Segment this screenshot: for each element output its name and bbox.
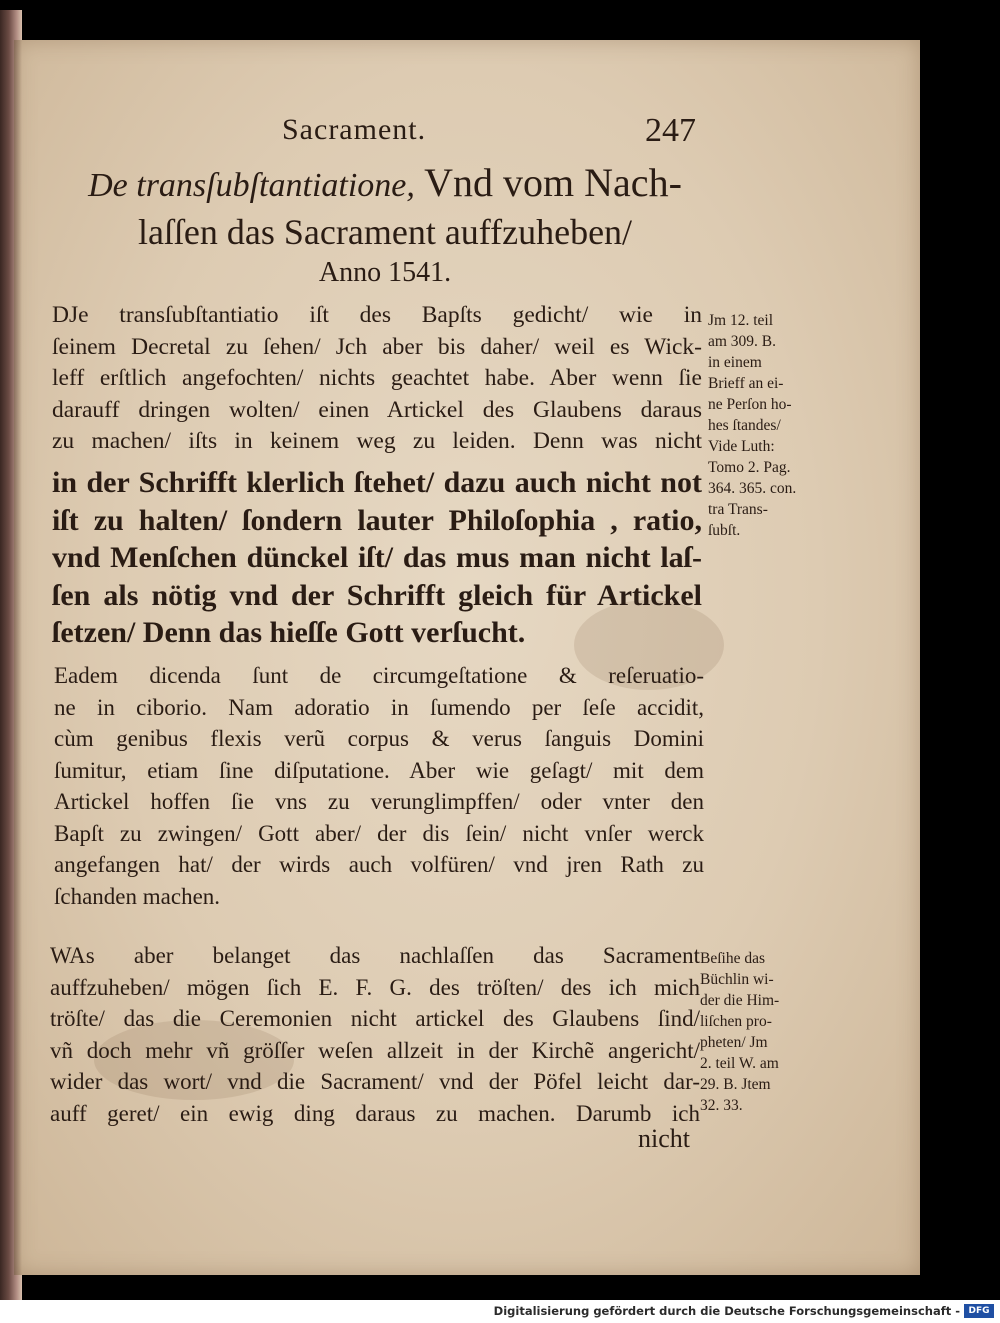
heading-line-2: laſſen das Sacrament auffzuheben/ [137, 212, 633, 252]
text-line: WAs aber belanget das nachlaſſen das Sacrament [50, 943, 700, 968]
margin-line: Vide Luth: [708, 438, 775, 455]
margin-line: am 309. B. [708, 333, 777, 350]
margin-line: ne Perſon ho- [708, 396, 792, 413]
text-line: vnd Menſchen dünckel iſt/ das mus man nicht laſ- [52, 541, 702, 574]
heading-latin: De transſubſtantiatione, [88, 167, 415, 204]
margin-line: in einem [708, 354, 762, 371]
text-line: angefangen hat/ der wirds auch volfüren/ vnd jren Rath zu [54, 852, 704, 877]
paragraph-1-last-line [52, 426, 702, 458]
margin-line: Tomo 2. Pag. [708, 459, 791, 476]
margin-line: tra Trans- [708, 501, 768, 518]
text-line: darauff dringen wolten/ einen Artickel des Glaubens daraus [52, 396, 702, 423]
text-line: DJe transſubſtantiatio iſt des Bapſts gedicht/ wie in [52, 302, 702, 328]
margin-line: der die Him- [700, 992, 780, 1009]
margin-line: 29. B. Jtem [700, 1076, 771, 1093]
page-gutter-shadow [14, 40, 22, 1275]
text-line: wider das wort/ vnd die Sacrament/ vnd der Pöfel leicht dar- [50, 1069, 700, 1094]
text-line: auffzuheben/ mögen ſich E. F. G. des tröſten/ des ich mich [50, 974, 700, 1000]
margin-line: 32. 33. [700, 1097, 743, 1114]
margin-line: 2. teil W. am [700, 1055, 779, 1072]
text-line: Bapſt zu zwingen/ Gott aber/ der dis ſein/ nicht vnſer werck [54, 820, 704, 846]
text-line: Artickel hoffen ſie vns zu verunglimpffen/ oder vnter den [54, 789, 704, 814]
text-line: Eadem dicenda ſunt de circumgeſtatione & reſeruatio- [54, 663, 704, 688]
margin-line: hes ſtandes/ [708, 417, 781, 434]
margin-line: Büchlin wi- [700, 971, 774, 988]
funding-credit: Digitalisierung gefördert durch die Deutsche Forschungsgemeinschaft - [493, 1304, 960, 1318]
text-line: ſumitur, etiam ſine diſputatione. Aber wie geſagt/ mit dem [54, 757, 704, 783]
paragraph-1-emphasis [52, 464, 702, 652]
text-line: in der Schrifft klerlich ſtehet/ dazu auch nicht not [52, 466, 702, 499]
margin-line: Brieff an ei- [708, 375, 784, 392]
text-line: ſchanden machen. [54, 883, 221, 909]
text-line: cùm genibus flexis verũ corpus & verus ſanguis Domini [54, 726, 704, 751]
text-line: leff erſtlich angefochten/ nichts geachtet habe. Aber wenn ſie [52, 365, 702, 391]
running-title: Sacrament. [282, 113, 427, 146]
dfg-logo: DFG [964, 1304, 994, 1318]
paragraph-3 [50, 940, 700, 1129]
heading-german: Vnd vom Nach- [414, 160, 682, 205]
catchword: nicht [638, 1124, 690, 1153]
text-line: ne in ciborio. Nam adoratio in ſumendo per ſeſe accidit, [54, 694, 704, 720]
paragraph-2 [54, 660, 704, 912]
text-line: tröſte/ das die Ceremonien nicht artickel des Glaubens ſind/ [50, 1006, 700, 1031]
text-line: iſt zu halten/ ſondern lauter Philoſophia , ratio, [52, 503, 702, 537]
page-number: 247 [645, 112, 696, 149]
section-heading [60, 160, 710, 291]
text-line: ſen als nötig vnd der Schrifft gleich für Artickel [52, 578, 702, 612]
margin-line: Jm 12. teil [708, 312, 774, 329]
text-line: auff geret/ ein ewig ding daraus zu machen. Darumb ich [50, 1100, 700, 1126]
margin-note-1 [708, 310, 828, 541]
heading-line-1 [60, 160, 710, 209]
paragraph-1 [52, 300, 702, 426]
text-line: ſeinem Decretal zu ſehen/ Jch aber bis daher/ weil es Wick- [52, 333, 702, 360]
heading-line-3: Anno 1541. [318, 257, 452, 288]
text-line: ſetzen/ Denn das hieſſe Gott verſucht. [52, 616, 526, 649]
margin-line: 364. 365. con. [708, 480, 797, 497]
margin-line: Beſihe das [700, 950, 765, 967]
margin-note-2 [700, 948, 820, 1116]
footer-bar [0, 1300, 1000, 1323]
margin-line: ſubſt. [708, 522, 741, 539]
margin-line: liſchen pro- [700, 1013, 772, 1030]
text-line: zu machen/ iſts in keinem weg zu leiden. Denn was nicht [52, 428, 702, 454]
text-line: vñ doch mehr vñ gröſſer weſen allzeit in der Kirchẽ angericht/ [50, 1037, 700, 1063]
margin-line: pheten/ Jm [700, 1034, 768, 1051]
